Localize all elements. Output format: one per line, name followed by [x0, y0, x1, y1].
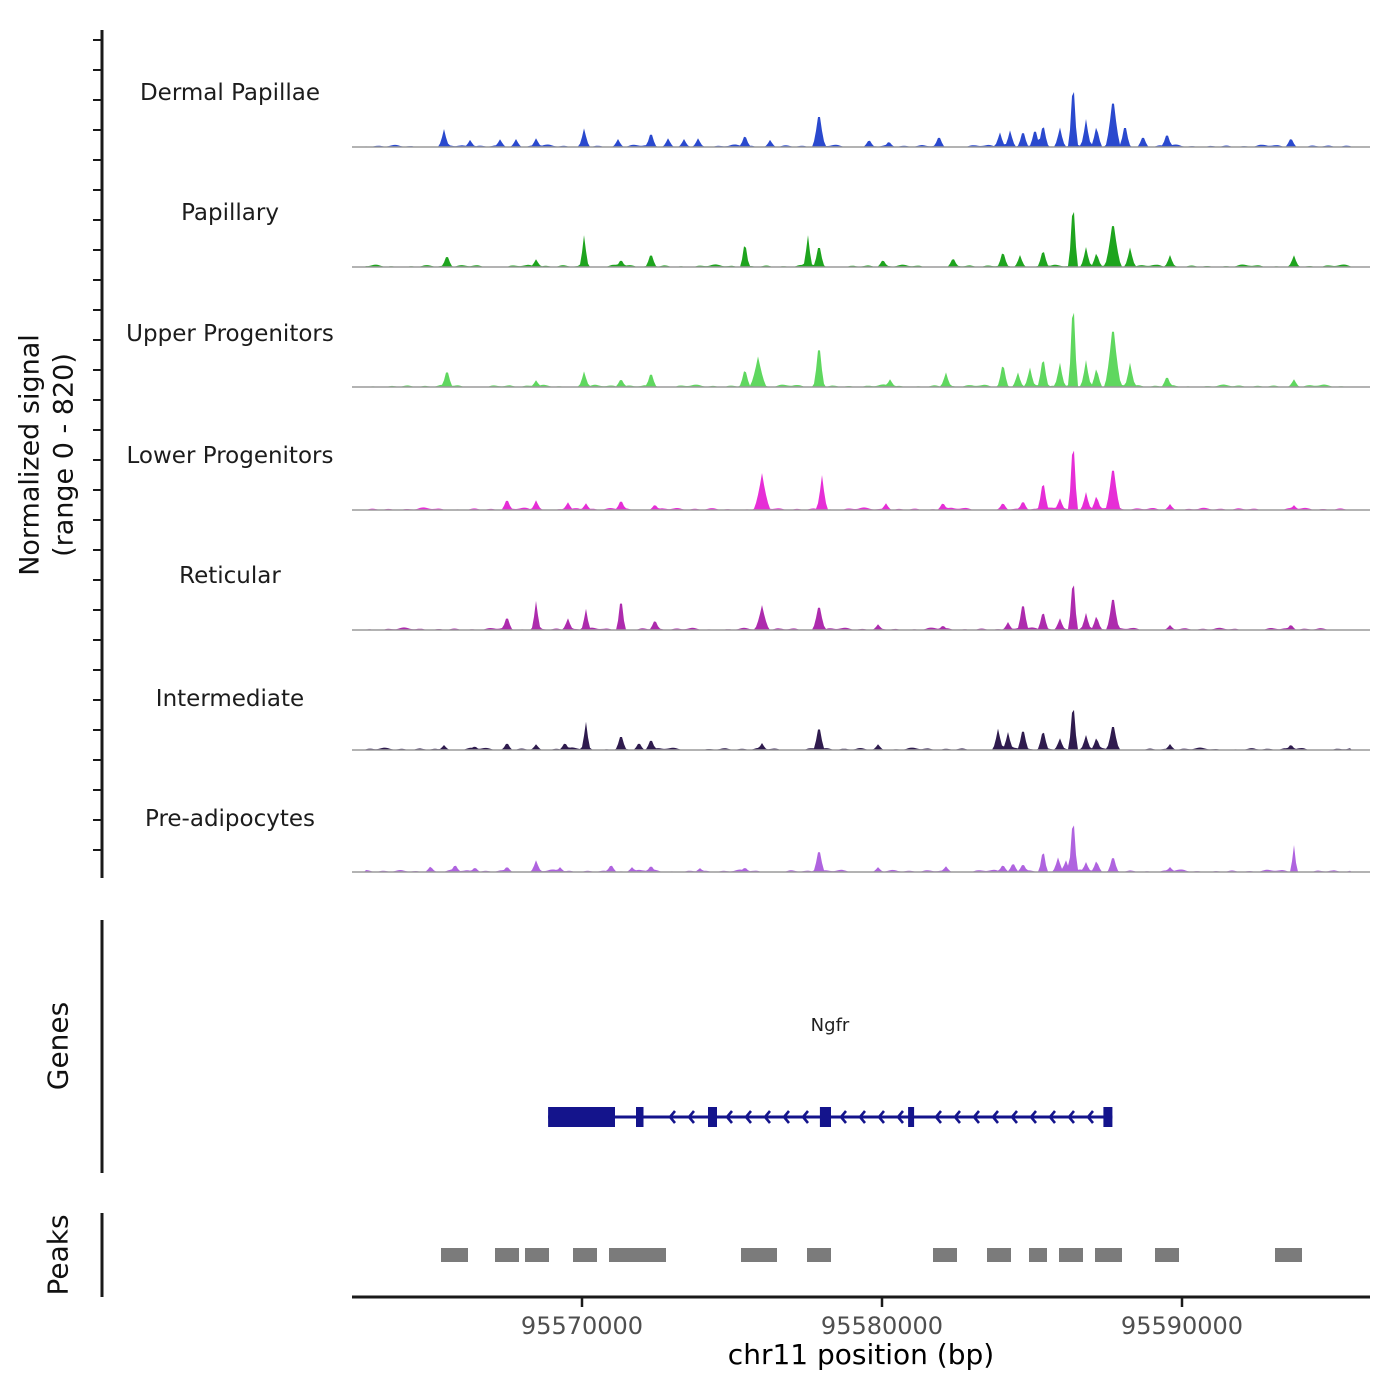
peak-interval [741, 1248, 777, 1262]
gene-model-ngfr [548, 1107, 1112, 1127]
peak-interval [1095, 1248, 1122, 1262]
x-tick-95590000: 95590000 [1120, 1312, 1244, 1340]
peak-interval [573, 1248, 597, 1262]
y-axis-label-line2: (range 0 - 820) [48, 353, 79, 557]
track-label-intermediate: Intermediate [155, 686, 305, 712]
peaks-section-label: Peaks [41, 1214, 75, 1296]
track-label-papillary: Papillary [181, 200, 279, 226]
peak-interval [1275, 1248, 1302, 1262]
peak-interval [987, 1248, 1011, 1262]
peak-interval [1059, 1248, 1083, 1262]
peak-interval [441, 1248, 468, 1262]
signal-track-papillary [352, 212, 1370, 267]
x-tick-95580000: 95580000 [820, 1312, 944, 1340]
x-tick-95570000: 95570000 [520, 1312, 644, 1340]
signal-track-intermediate [352, 710, 1370, 750]
track-label-reticular: Reticular [179, 563, 281, 589]
gene-exon [548, 1107, 615, 1127]
gene-exon [908, 1107, 914, 1127]
track-label-lower-progenitors: Lower Progenitors [126, 443, 334, 469]
signal-track-reticular [352, 585, 1370, 630]
peaks-intervals [441, 1248, 1302, 1262]
gene-exon [636, 1107, 644, 1127]
peak-interval [495, 1248, 519, 1262]
peak-interval [933, 1248, 957, 1262]
y-axis-label [13, 334, 81, 576]
signal-track-lower-progenitors [352, 451, 1370, 510]
gene-exon [708, 1107, 717, 1127]
genes-section-label: Genes [41, 1001, 75, 1091]
y-axis-label-line1: Normalized signal [14, 334, 46, 576]
signal-track-upper-progenitors [352, 313, 1370, 387]
peak-interval [525, 1248, 549, 1262]
signal-track-pre-adipocytes [352, 825, 1370, 872]
peak-interval [1155, 1248, 1179, 1262]
track-label-upper-progenitors: Upper Progenitors [126, 321, 334, 347]
peak-interval [1029, 1248, 1047, 1262]
track-label-dermal-papillae: Dermal Papillae [139, 80, 321, 106]
signal-track-dermal-papillae [352, 92, 1370, 147]
x-axis-title: chr11 position (bp) [727, 1338, 995, 1371]
peak-interval [636, 1248, 666, 1262]
gene-name-ngfr: Ngfr [810, 1015, 850, 1036]
peak-interval [807, 1248, 831, 1262]
gene-exon [820, 1107, 831, 1127]
peak-interval [609, 1248, 636, 1262]
track-label-pre-adipocytes: Pre-adipocytes [144, 806, 316, 832]
gene-exon [1103, 1107, 1112, 1127]
